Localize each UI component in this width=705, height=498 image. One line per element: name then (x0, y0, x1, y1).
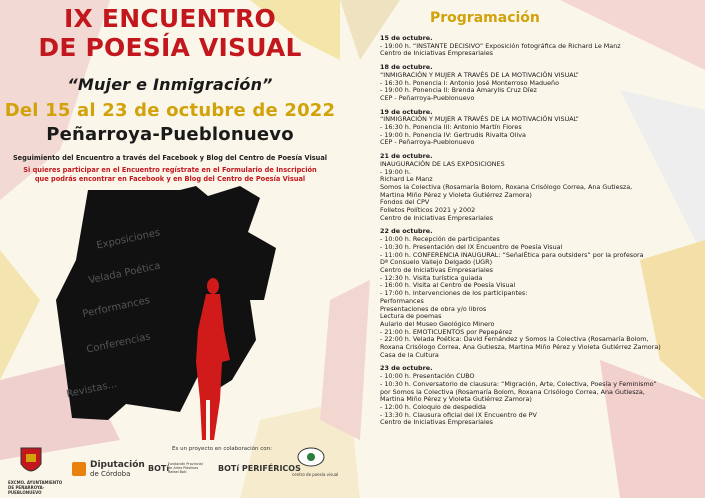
programme-list (380, 35, 700, 433)
label-performances: Performances (81, 294, 151, 321)
programme-day: 21 de octubre. INAUGURACIÓN DE LAS EXPOSICIONES - 19:00 h. Richard Le Manz Somos la Colectiva (Rosamaría Bolom, Roxana Crisólogo Correa, Ana Gutiesza, Martina Miño Pérez y Violeta Gutiérrez Zamora) Fondos del CPV Folletos Políticos 2021 y 2002 Centro de Iniciativas Empresariales (380, 152, 633, 222)
cpv-logo-icon (296, 444, 326, 470)
label-exposiciones: Exposiciones (95, 227, 162, 252)
programme-day: 15 de octubre. - 19:00 h. “INSTANTE DECISIVO” Exposición fotográfica de Richard Le Manz Centro de Iniciativas Empresariales (380, 34, 621, 58)
label-conferencias: Conferencias (85, 331, 152, 356)
participate-text-1: Si quieres participar en el Encuentro regístrate en el Formulario de Inscripción (23, 166, 317, 174)
follow-text: Seguimiento del Encuentro a través del Facebook y Blog del Centro de Poesía Visual (12, 154, 328, 162)
programme-day: 23 de octubre. - 10:00 h. Presentación CUBO - 10:30 h. Conversatorio de clausura: “Migración, Arte, Colectiva, Poesía y Feminismo” por Somos la Colectiva (Rosamaría Bolom, Roxana Crisólogo Correa, Ana Gutiesza, Martina Miño Pérez y Violeta Gutiérrez Zamora) - 12:00 h. Coloquio de despedida - 13:30 h. Clausura oficial del IX Encuentro de PV Centro de Iniciativas Empresariales (380, 364, 657, 427)
diputacion-icon (72, 462, 86, 476)
boti-sub: Fundación Provincial de Artes Plásticas Rafael Botí (168, 462, 203, 474)
event-dates: Del 15 al 23 de octubre de 2022 (4, 100, 336, 121)
programme-day: 18 de octubre. “INMIGRACIÓN Y MUJER A TRAVÉS DE LA MOTIVACIÓN VISUAL” - 16:30 h. Ponencia I: Antonio José Monterroso Madueño - 19:00 h. Ponencia II: Brenda Amarylis Cruz Díez CEP - Peñarroya-Pueblonuevo (380, 63, 579, 102)
cpv-label: centro de poesía visual (292, 472, 339, 477)
boti-logo: BOTí (148, 464, 170, 473)
programme-day: 19 de octubre. “INMIGRACIÓN Y MUJER A TRAVÉS DE LA MOTIVACIÓN VISUAL” - 16:30 h. Ponencia III: Antonio Martín Flores - 19:00 h. Ponencia IV: Gertrudis Rivalta Oliva CEP - Peñarroya-Pueblonuevo (380, 107, 579, 147)
label-velada: Velada Poética (87, 260, 162, 287)
diputacion-label-1: Diputación (90, 460, 145, 470)
ayuntamiento-text: EXCMO. AYUNTAMIENTO DE PEÑARROYA-PUEBLONUEVO (8, 480, 63, 495)
event-place: Peñarroya-Pueblonuevo (46, 124, 294, 145)
coat-of-arms-icon (18, 446, 44, 478)
title-line-1: IX ENCUENTRO (64, 4, 276, 33)
subtitle: “Mujer e Inmigración” (67, 75, 273, 94)
collab-text: Es un proyecto en colaboración con: (172, 446, 273, 452)
footer (0, 440, 705, 495)
programme-day: 22 de octubre. - 10:00 h. Recepción de participantes - 10:30 h. Presentación del IX Encuentro de Poesía Visual - 11:00 h. CONFERENCIA INAUGURAL: “SeñalÉtica para outsiders” por la profesora Dª Consuelo Vallejo Delgado (UGR) Centro de Iniciativas Empresariales - 12:30 h. Visita turística guiada - 16:00 h. Visita al Centro de Poesía Visual - 17:00 h. Intervenciones de los participantes: Performances Presentaciones de obra y/o libros Lectura de poemas Aulario del Museo Geológico Minero - 21:00 h. EMOTICUENTOS por Pepepérez - 22:00 h. Velada Poética: David Fernández y Somos la Colectiva (Rosamaría Bolom, Roxana Crisólogo Correa, Ana Gutiesza, Martina Miño Pérez y Violeta Gutiérrez Zamora) Casa de la Cultura (380, 227, 661, 359)
programme-heading: Programación (430, 10, 540, 26)
label-revistas: Revistas... (65, 378, 118, 401)
boti-perifericos-logo: BOTí PERIFÉRICOS (218, 464, 301, 473)
diputacion-label-2: de Córdoba (90, 470, 131, 478)
participate-text-2: que podrás encontrar en Facebook y en Blog del Centro de Poesía Visual (34, 175, 306, 183)
title-line-2: DE POESÍA VISUAL (38, 33, 302, 62)
